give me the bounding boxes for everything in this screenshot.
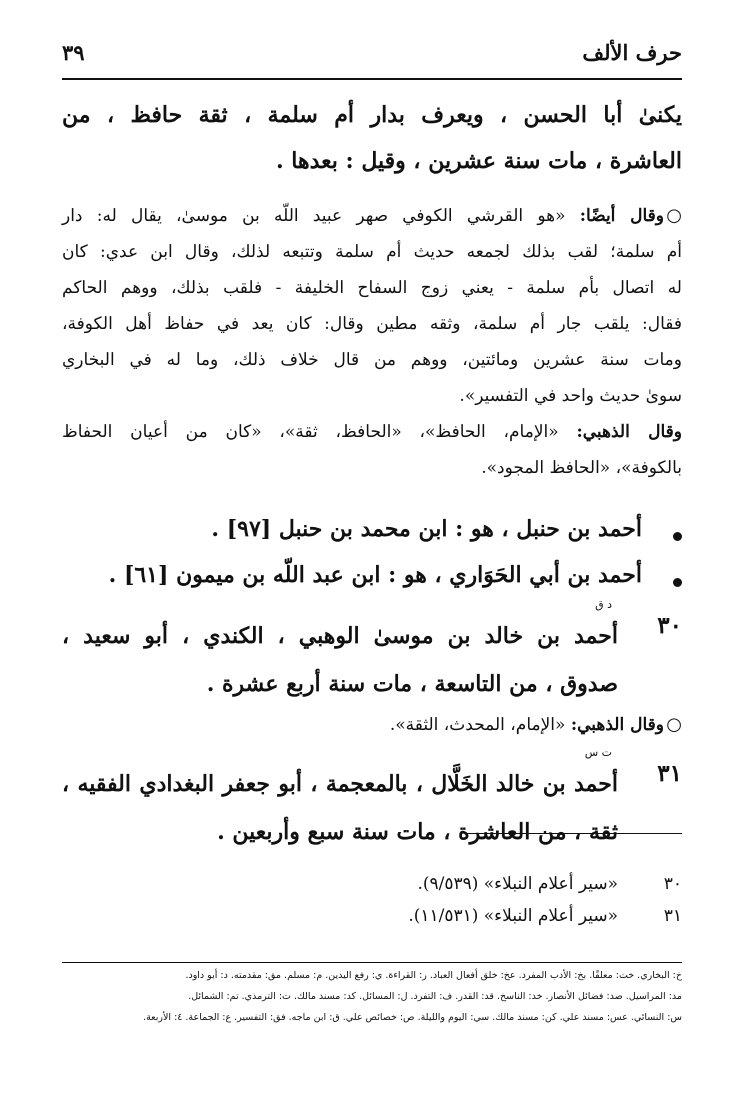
entry-sigla: د ق bbox=[595, 598, 612, 611]
comment-line: فقال: يلقب جار أم سلمة، وثقه مطين وقال: كان يعد في حفاظ أهل الكوفة، bbox=[62, 314, 682, 334]
abbreviation-key bbox=[62, 965, 682, 1028]
cross-reference-text: أحمد بن أبي الحَوَاري ، هو : ابن عبد اللّه بن ميمون [٦١] . bbox=[108, 562, 642, 588]
entry-30-comment bbox=[62, 707, 682, 743]
comment-line: بالكوفة»، «الحافظ المجود». bbox=[481, 458, 682, 478]
ibn-hajar-comment bbox=[62, 198, 682, 414]
comment-line: سوىٰ حديث واحد في التفسير». bbox=[459, 386, 682, 406]
cross-reference-text: أحمد بن حنبل ، هو : ابن محمد بن حنبل [٩٧] . bbox=[211, 516, 642, 542]
comment-line: أم سلمة؛ لقب بذلك لجمعه حديث أم سلمة وتتبعه لذلك، وقال ابن عدي: كان bbox=[62, 242, 682, 262]
footnote bbox=[62, 906, 682, 936]
comment-line: ومات سنة عشرين ومائتين، ووهم من قال خلاف ذلك، وما له في البخاري bbox=[62, 350, 682, 370]
footnote-text: «سير أعلام النبلاء» (١١/٥٣١). bbox=[408, 906, 618, 926]
chapter-title: حرف الألف bbox=[582, 40, 682, 65]
entry-line: ثقة ، من العاشرة ، مات سنة سبع وأربعين . bbox=[217, 819, 618, 845]
abbreviation-rule bbox=[62, 962, 682, 963]
entry-continuation bbox=[62, 92, 682, 184]
entry-number: ٣١ bbox=[657, 760, 682, 787]
bullet-dot-icon bbox=[673, 532, 682, 541]
comment-label: وقال الذهبي: bbox=[570, 715, 664, 735]
entry-body bbox=[62, 760, 618, 856]
comment-line bbox=[62, 198, 682, 234]
abbreviation-line: مد: المراسيل. صد: فضائل الأنصار. خد: الناسخ. قد: القدر. ف: التفرد. ل: المسائل. كد: مسند مالك. ت: الترمذي. تم: الشمائل. bbox=[188, 991, 682, 1002]
abbreviation-line: س: النسائي. عس: مسند علي. كن: مسند مالك. سي: اليوم والليلة. ص: خصائص علي. ق: ابن ماجه. فق: التفسير. ع: الجماعة. ٤: الأربعة. bbox=[143, 1012, 682, 1023]
footnote-text: «سير أعلام النبلاء» (٩/٥٣٩). bbox=[417, 874, 618, 894]
comment-label: وقال أيضًا: bbox=[579, 206, 665, 226]
entry-sigla: ت س bbox=[584, 746, 612, 759]
comment-text: «هو القرشي الكوفي صهر عبيد اللّه بن موسىٰ، يقال له: دار bbox=[62, 206, 566, 226]
circle-bullet-icon: ○ bbox=[666, 205, 683, 226]
entry-line: أحمد بن خالد بن موسىٰ الوهبي ، الكندي ، أبو سعيد ، bbox=[62, 623, 618, 649]
continuation-line: العاشرة ، مات سنة عشرين ، وقيل : بعدها . bbox=[275, 148, 682, 174]
dhahabi-comment bbox=[62, 414, 682, 486]
abbreviation-line: خ: البخاري. خت: معلقًا. بخ: الأدب المفرد. عخ: خلق أفعال العباد. ر: القراءة. ي: رفع اليدين. م: مسلم. مق: مقدمته. د: أبو داود. bbox=[185, 970, 682, 981]
running-header bbox=[62, 40, 682, 72]
circle-bullet-icon: ○ bbox=[666, 714, 682, 735]
comment-text: «الإمام، الحافظ»، «الحافظ، ثقة»، «كان من أعيان الحفاظ bbox=[62, 422, 559, 442]
page-number: ٣٩ bbox=[62, 40, 85, 65]
footnote-number: ٣٠ bbox=[663, 874, 682, 894]
entry-line: أحمد بن خالد الخَلَّال ، بالمعجمة ، أبو جعفر البغدادي الفقيه ، bbox=[62, 771, 618, 797]
comment-line bbox=[62, 707, 682, 743]
footnote-number: ٣١ bbox=[663, 906, 682, 926]
footnote-rule bbox=[464, 833, 682, 834]
bullet-dot-icon bbox=[673, 578, 682, 587]
comment-line: له اتصال بأم سلمة - يعني زوج السفاح الخليفة - فلقب بذلك، ووهم الحاكم bbox=[62, 278, 682, 298]
cross-reference bbox=[62, 516, 682, 556]
comment-line bbox=[62, 414, 682, 450]
comment-text: «الإمام، المحدث، الثقة». bbox=[389, 715, 566, 735]
entry-number: ٣٠ bbox=[657, 612, 682, 639]
entry-30 bbox=[62, 598, 682, 697]
entry-body bbox=[62, 612, 618, 708]
footnote bbox=[62, 874, 682, 904]
entry-31 bbox=[62, 746, 682, 845]
continuation-line: يكنىٰ أبا الحسن ، ويعرف بدار أم سلمة ، ثقة حافظ ، من bbox=[62, 102, 682, 128]
entry-line: صدوق ، من التاسعة ، مات سنة أربع عشرة . bbox=[206, 671, 618, 697]
cross-reference bbox=[62, 562, 682, 602]
comment-label: وقال الذهبي: bbox=[576, 422, 683, 442]
header-rule bbox=[62, 78, 682, 80]
